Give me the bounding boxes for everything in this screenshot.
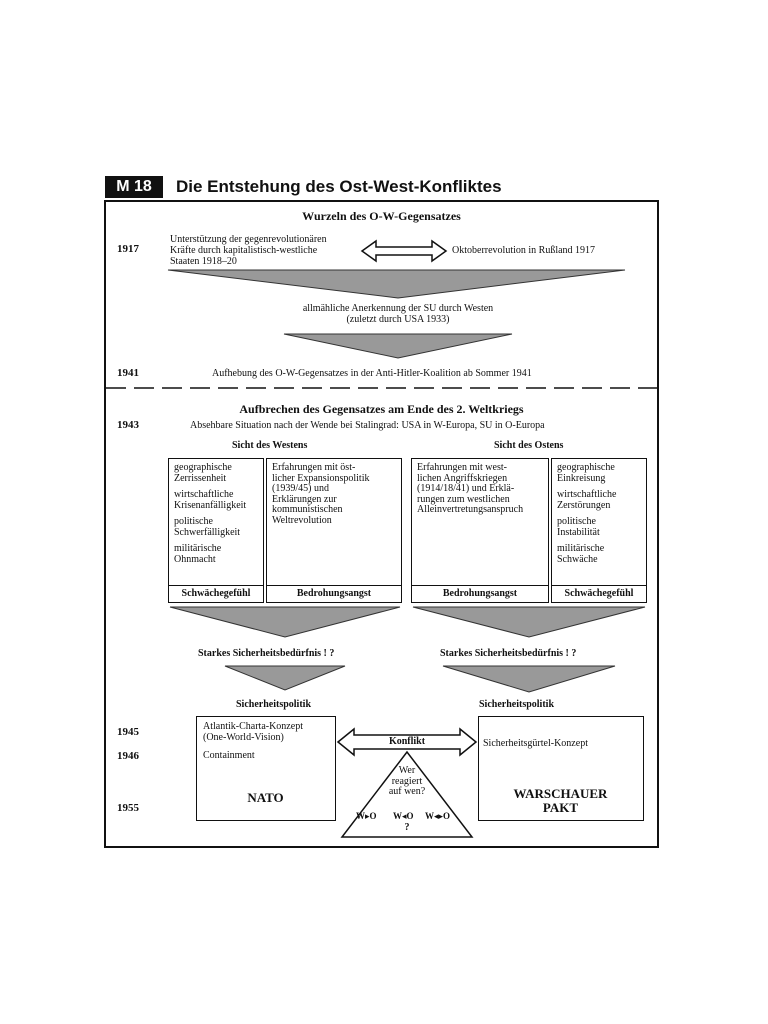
- lifting-text: Aufhebung des O-W-Gegensatzes in der Anti-Hitler-Koalition ab Sommer 1941: [212, 368, 532, 379]
- roots-right-text: Oktoberrevolution in Rußland 1917: [452, 245, 596, 256]
- east-threat-label: Bedrohungsangst: [412, 585, 548, 602]
- breakup-subtitle: Absehbare Situation nach der Wende bei Stalingrad: USA in W-Europa, SU in O-Europa: [190, 420, 545, 431]
- east-result-box: [478, 716, 644, 821]
- east-weakness-label: Schwächegefühl: [552, 585, 646, 602]
- west-weakness-list: geographische Zerrissenheit wirtschaftliche Krisenanfälligkeit politische Schwerfälligkeit militärische Ohnmacht: [174, 462, 247, 565]
- conflict-question: Wer reagiert auf wen?: [388, 765, 426, 797]
- year-1955: 1955: [117, 802, 139, 814]
- east-threat-text: Erfahrungen mit west- lichen Angriffskriegen (1914/18/41) und Erklä- rungen zum westlichen Alleinvertretungsanspruch: [417, 462, 524, 515]
- east-need: Starkes Sicherheitsbedürfnis ! ?: [440, 648, 577, 659]
- west-heading: Sicht des Westens: [232, 440, 308, 451]
- funnel-arrow-1: [168, 270, 625, 298]
- year-1946: 1946: [117, 750, 139, 762]
- nato-label: NATO: [247, 790, 284, 805]
- east-policy-arrow: [443, 666, 615, 692]
- west-weakness-box: [168, 458, 264, 603]
- conflict-option-1: W▸O: [356, 811, 377, 821]
- roots-title: Wurzeln des O-W-Gegensatzes: [302, 209, 461, 223]
- conflict-question-mark: ?: [404, 822, 410, 833]
- east-funnel-arrow: [413, 607, 645, 637]
- conflict-option-3: W◂▸O: [425, 811, 451, 821]
- east-threat-box: [411, 458, 549, 603]
- year-1945: 1945: [117, 726, 139, 738]
- west-threat-box: [266, 458, 402, 603]
- year-1941: 1941: [117, 367, 139, 379]
- west-weakness-label: Schwächegefühl: [169, 585, 263, 602]
- west-containment: Containment: [203, 750, 255, 761]
- conflict-label: Konflikt: [388, 736, 426, 747]
- west-policy: Sicherheitspolitik: [236, 699, 312, 710]
- east-heading: Sicht des Ostens: [494, 440, 564, 451]
- west-threat-label: Bedrohungsangst: [267, 585, 401, 602]
- east-weakness-list: geographische Einkreisung wirtschaftliche Zerstörungen politische Instabilität militärische Schwäche: [557, 462, 617, 565]
- page-title: Die Entstehung des Ost-West-Konfliktes: [176, 177, 502, 196]
- east-policy: Sicherheitspolitik: [479, 699, 555, 710]
- west-concept: Atlantik-Charta-Konzept (One-World-Vision): [203, 721, 303, 743]
- west-funnel-arrow: [170, 607, 400, 637]
- west-threat-text: Erfahrungen mit öst- licher Expansionspolitik (1939/45) und Erklärungen zur kommunistischen Weltrevolution: [272, 462, 370, 526]
- recognition-text: allmähliche Anerkennung der SU durch Westen (zuletzt durch USA 1933): [302, 303, 494, 325]
- west-need: Starkes Sicherheitsbedürfnis ! ?: [198, 648, 335, 659]
- material-badge: M 18: [105, 176, 163, 198]
- conflict-option-2: W◂O: [393, 811, 414, 821]
- east-weakness-box: [551, 458, 647, 603]
- west-policy-arrow: [225, 666, 345, 690]
- roots-double-arrow: [362, 241, 446, 261]
- warsaw-pact-label: WARSCHAUER PAKT: [513, 786, 608, 815]
- year-1943: 1943: [117, 419, 139, 431]
- west-result-box: [196, 716, 336, 821]
- east-concept: Sicherheitsgürtel-Konzept: [483, 738, 588, 749]
- funnel-arrow-2: [284, 334, 512, 358]
- roots-left-text: Unterstützung der gegenrevolutionären Kräfte durch kapitalistisch-westliche Staaten 1918–20: [170, 234, 327, 267]
- year-1917: 1917: [117, 243, 139, 255]
- breakup-title: Aufbrechen des Gegensatzes am Ende des 2. Weltkriegs: [239, 402, 524, 416]
